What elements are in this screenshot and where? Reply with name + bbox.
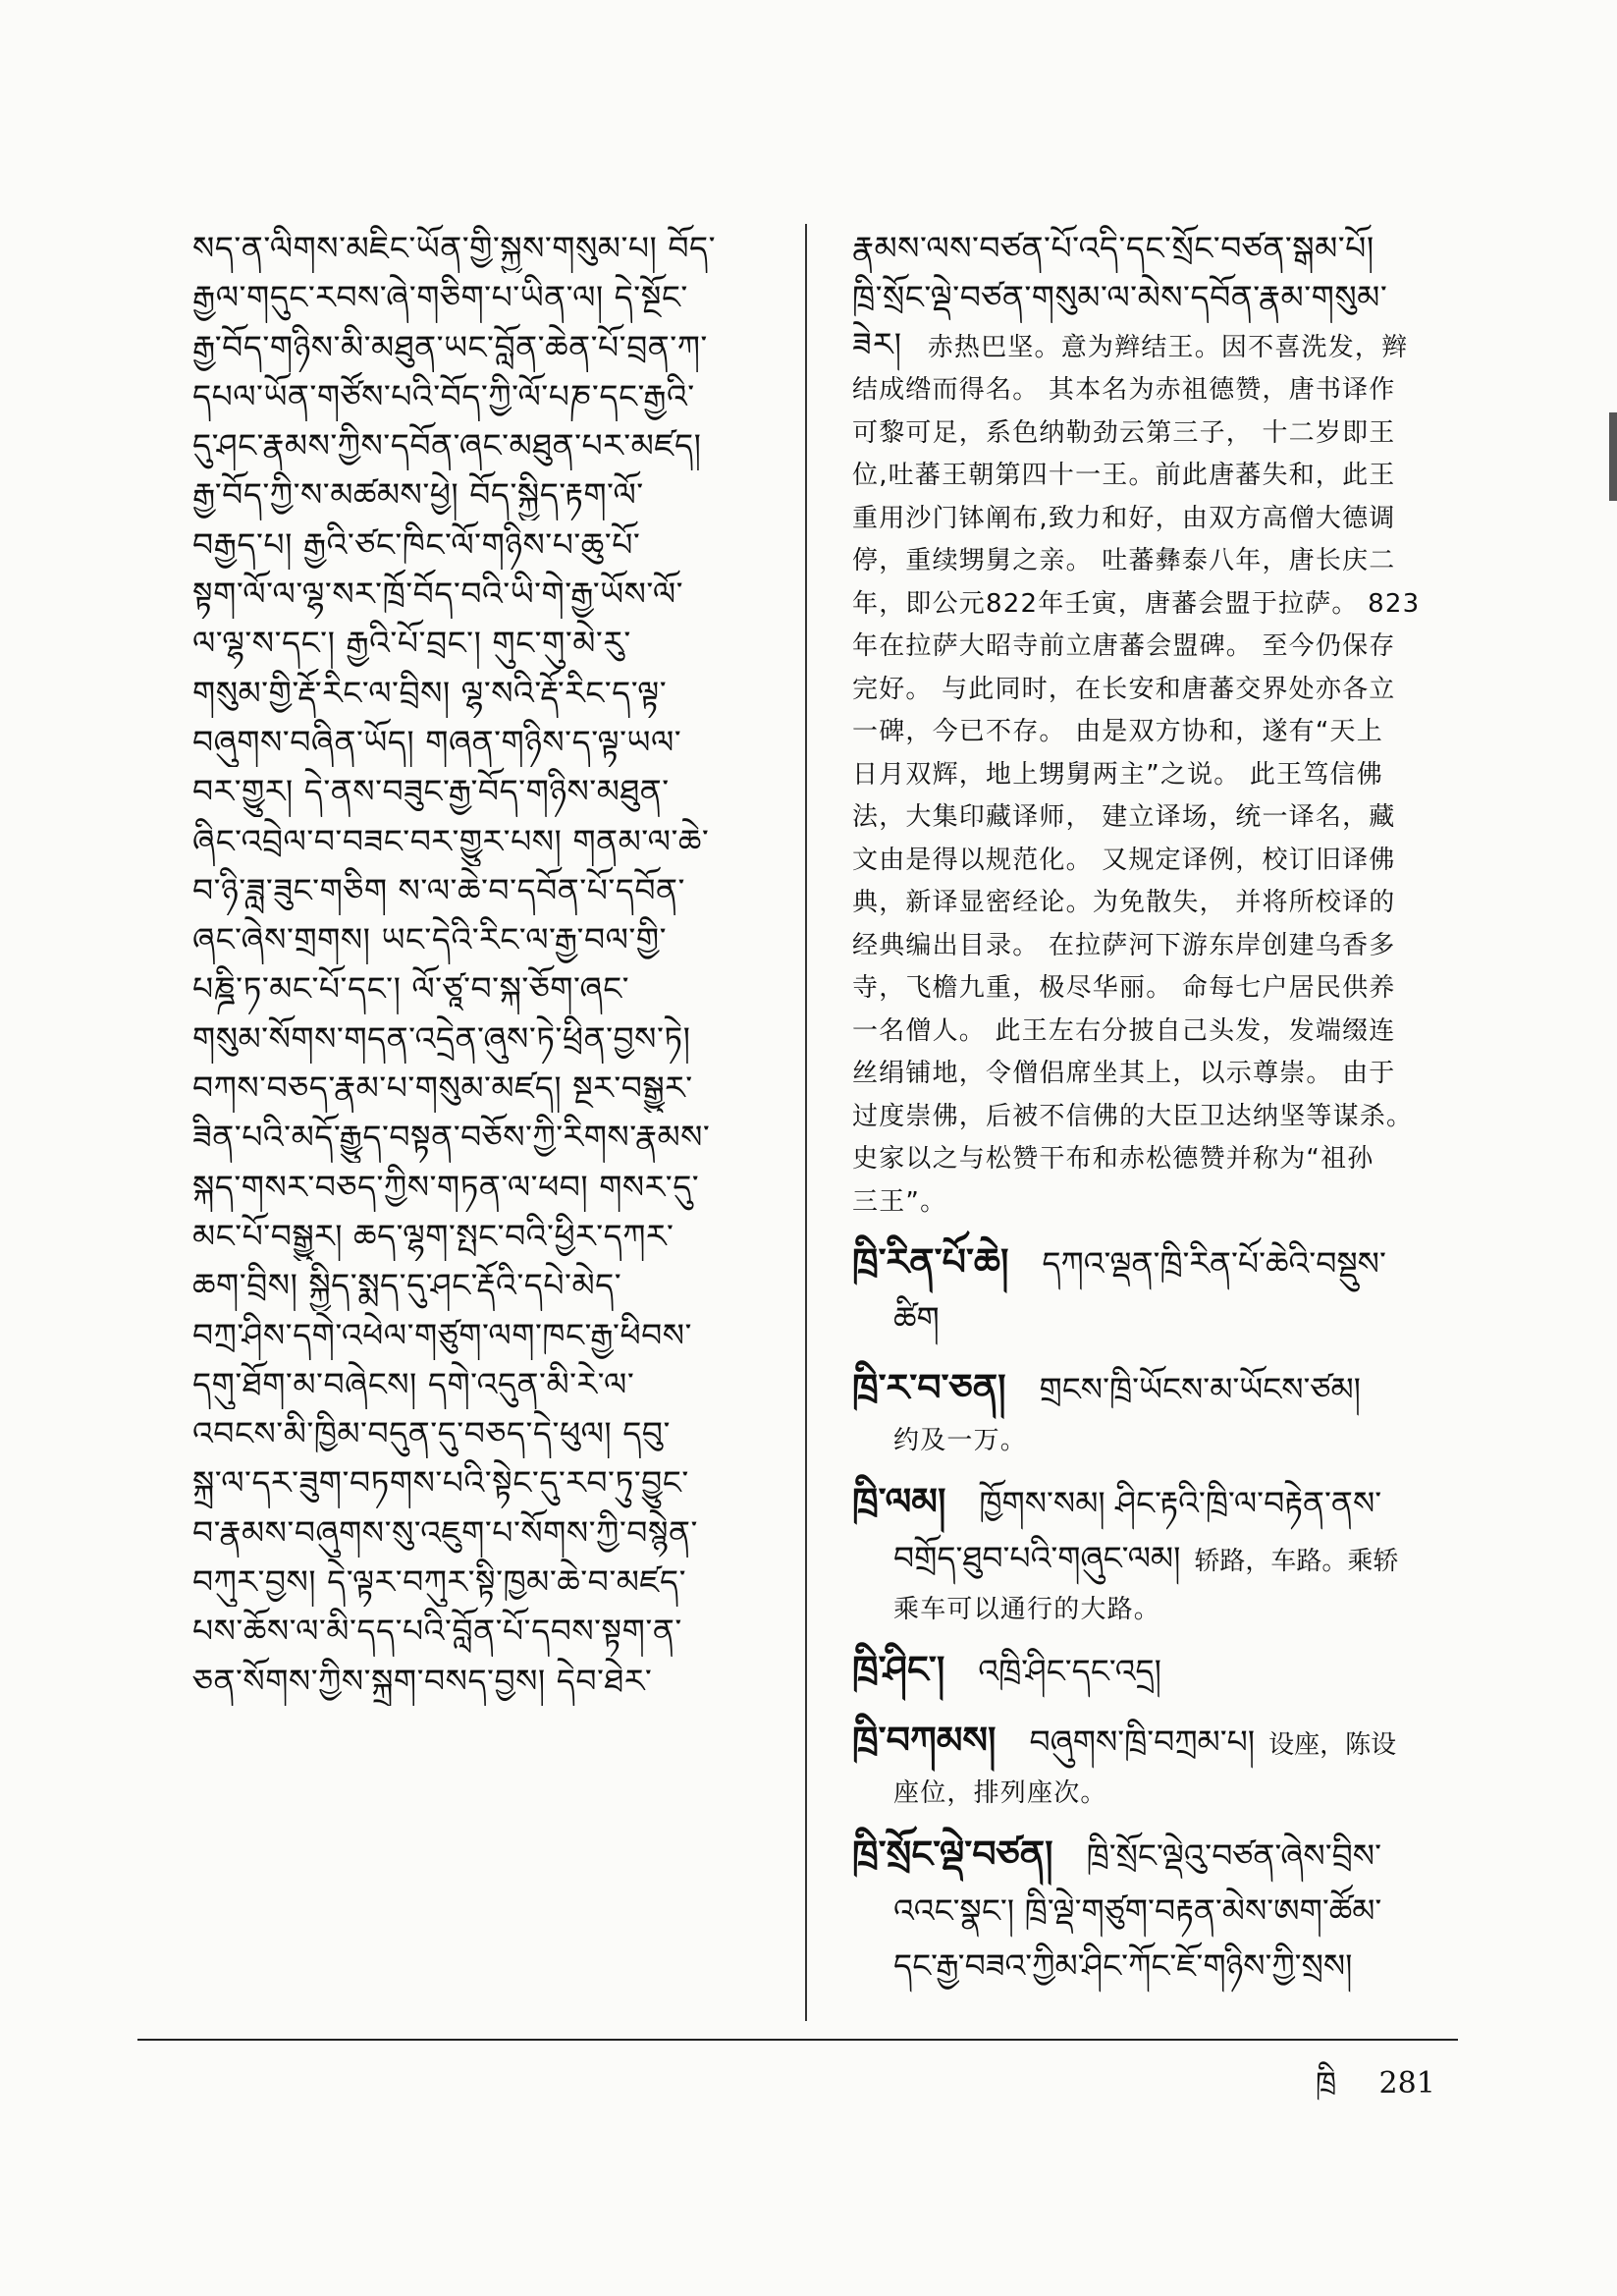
text-line: བ་རྣམས་བཞུགས་སུ་འཇུག་པ་སོགས་ཀྱི་བསྙེན་ [192, 1512, 698, 1552]
text-line: ཆག་བྲིས། སྐྱིད་སྨད་དུ་ཤང་རྡོའི་དཔེ་མེད་ [192, 1266, 622, 1305]
entry-line [852, 1645, 1461, 1702]
text-line: ཅན་སོགས་ཀྱིས་སྐྲག་བསད་བྱས། དེབ་ཐེར་ [192, 1661, 653, 1700]
headword: ཁྲི་སྲོང་ལྡེ་བཙན། [852, 1831, 1053, 1876]
headword: ཁྲི་ལམ། [852, 1479, 946, 1523]
dictionary-entry [852, 1363, 1461, 1463]
edge-mark [1609, 412, 1617, 501]
chinese-line: 重用沙门钵阐布,致力和好，由双方高僧大德调 [852, 503, 1396, 533]
entry-line [852, 1534, 1461, 1589]
page-footer [1316, 2050, 1435, 2133]
chinese-inline-line: ཟེར། 赤热巴坚。意为辫结王。因不喜洗发，辫 [852, 324, 1409, 363]
text-line: བར་གྱུར། དེ་ནས་བཟུང་རྒྱ་བོད་གཉིས་མཐུན་ [192, 772, 670, 811]
chinese-line: 史家以之与松赞干布和赤松德赞并称为“祖孙 [852, 1144, 1374, 1175]
chinese-line: 结成绺而得名。 其本名为赤祖德赞，唐书译作 [852, 375, 1396, 406]
definition-text: བཞུགས་ཁྲི་བཀྲམ་པ། [1029, 1722, 1256, 1762]
definition-text: ཁྱོགས་སམ། ཤིང་རྟའི་ཁྲི་ལ་བརྟེན་ནས་ [979, 1483, 1382, 1522]
chinese-line: 文由是得以规范化。 又规定译例，校订旧译佛 [852, 845, 1396, 875]
definition-text: དཀའ་ལྡན་ཁྲི་རིན་པོ་ཆེའི་བསྡུས་ [1042, 1244, 1386, 1284]
left-column [192, 224, 793, 1706]
headword: ཁྲི་རིན་པོ་ཆེ། [852, 1240, 1009, 1285]
chinese-line: 年，即公元822年壬寅，唐蕃会盟于拉萨。 823 [852, 588, 1421, 619]
text-line: བ་ཉི་ཟླ་ཟུང་གཅིག ས་ལ་ཆེ་བ་དབོན་པོ་དབོན་ [192, 870, 685, 909]
text-line: རྒྱལ་གདུང་རབས་ཞེ་གཅིག་པ་ཡིན་ལ། དེ་སྔོང་ [192, 278, 688, 317]
dictionary-entry [852, 1830, 1461, 1996]
chinese-line: 过度崇佛，后被不信佛的大臣卫达纳坚等谋杀。 [852, 1101, 1414, 1131]
chinese-gloss: 座位，排列座次。 [893, 1778, 1107, 1809]
text-line: བཀས་བཅད་རྣམ་པ་གསུམ་མཛད། སྔར་བསྒྱུར་ [192, 1068, 693, 1108]
headword: ཁྲི་ཤིང་། [852, 1648, 945, 1692]
chinese-line: 三王”。 [852, 1186, 947, 1217]
text-line: གསུམ་སོགས་གདན་འདྲེན་ཞུས་ཏེ་ཕྲིན་བྱས་ཏེ། [192, 1018, 691, 1058]
text-line: གསུམ་གྱི་རྡོ་རིང་ལ་བྲིས། ལྷ་སའི་རྡོ་རིང་ད་ལྟ་ [192, 673, 668, 712]
chinese-line: 年在拉萨大昭寺前立唐蕃会盟碑。 至今仍保存 [852, 631, 1396, 662]
chinese-line: 日月双辉，地上甥舅两主”之说。 此王笃信佛 [852, 759, 1383, 790]
chinese-line: 停，重续甥舅之亲。 吐蕃彝泰八年，唐长庆二 [852, 546, 1396, 576]
dictionary-entry [852, 1645, 1461, 1702]
text-line: དགུ་ཐོག་མ་བཞེངས། དགེ་འདུན་མི་རེ་ལ་ [192, 1364, 635, 1403]
text-line: སྐྲ་ལ་དར་ཟུག་བཏགས་པའི་སྟེང་དུ་རབ་ཏུ་བྱུང་ [192, 1463, 689, 1503]
definition-text: བགྲོད་ཐུབ་པའི་གཞུང་ལམ། [893, 1538, 1181, 1577]
definition-text: འའང་སྣང་། ཁྲི་ལྡེ་གཙུག་བརྟན་མེས་ཨག་ཚོམ་ [893, 1890, 1382, 1930]
entry-line [852, 1830, 1461, 1886]
definition-text: འཁྲི་ཤིང་དང་འདྲ། [978, 1652, 1161, 1691]
chinese-gloss: 轿路，车路。乘轿 [1194, 1546, 1399, 1576]
bottom-rule [137, 2039, 1458, 2041]
text-line: དུ་ཤང་རྣམས་ཀྱིས་དབོན་ཞང་མཐུན་པར་མཛད། [192, 426, 702, 465]
text-line: བཀྲ་ཤིས་དགེ་འཕེལ་གཙུག་ལག་ཁང་རྒྱ་ཕིབས་ [192, 1315, 692, 1354]
text-line: བཀུར་བྱས། དེ་ལྟར་བཀུར་སྟི་ཁྱམ་ཆེ་བ་མཛད་ [192, 1562, 687, 1602]
footer-letter: ཁྲི [1316, 2066, 1336, 2101]
chinese-line: 经典编出目录。 在拉萨河下游东岸创建乌香多 [852, 930, 1396, 960]
chinese-line: 一碑，今已不存。 由是双方协和，遂有“天上 [852, 717, 1383, 747]
chinese-line: 可黎可足，系色纳勒劲云第三子， 十二岁即王 [852, 417, 1396, 448]
chinese-line: 完好。 与此同时，在长安和唐蕃交界处亦各立 [852, 674, 1396, 704]
chinese-line: 寺，飞檐九重，极尽华丽。 命每七户居民供养 [852, 973, 1396, 1004]
chinese-explanation [852, 323, 1461, 1225]
entry-line [852, 1716, 1461, 1773]
text-line: ཁྲི་སྲོང་ལྡེ་བཙན་གསུམ་ལ་མེས་དབོན་རྣམ་གསུམ་ [852, 278, 1388, 317]
text-line: པཎྜི་ཏ་མང་པོ་དང་། ལོ་ཙཱ་བ་སྐ་ཅོག་ཞང་ [192, 969, 630, 1009]
text-line: ཞིང་འབྲེལ་བ་བཟང་བར་གྱུར་པས། གནམ་ལ་ཆེ་ [192, 821, 710, 860]
dictionary-entries [852, 1237, 1461, 1996]
text-line: རྣམས་ལས་བཙན་པོ་འདི་དང་སྲོང་བཙན་སྒམ་པོ། [852, 229, 1374, 267]
entry-line [852, 1477, 1461, 1534]
definition-text: དང་རྒྱ་བཟའ་ཀྱིམ་ཤིང་ཀོང་ཇོ་གཉིས་ཀྱི་སྲས། [893, 1945, 1353, 1985]
dictionary-entry [852, 1237, 1461, 1349]
entry-line [852, 1886, 1461, 1941]
chinese-line: 一名僧人。 此王左右分披自己头发，发端缀连 [852, 1015, 1396, 1046]
text-line: རྒྱ་བོད་གཉིས་མི་མཐུན་ཡང་བློན་ཆེན་པོ་བྲན་ཀ་ [192, 327, 708, 366]
chinese-line: 法，大集印藏译师， 建立译场，统一译名，藏 [852, 802, 1396, 833]
dictionary-entry [852, 1477, 1461, 1632]
chinese-line: 丝绢铺地，令僧侣席坐其上，以示尊崇。 由于 [852, 1059, 1396, 1089]
text-line: ཟིན་པའི་མདོ་རྒྱུད་བསྟན་བཅོས་ཀྱི་རིགས་རྣམས་ [192, 1118, 711, 1157]
text-line: བཞུགས་བཞིན་ཡོད། གཞན་གཉིས་ད་ལྟ་ཡལ་ [192, 722, 682, 761]
entry-line [852, 1363, 1461, 1420]
text-line: དཔལ་ཡོན་གཙོས་པའི་བོད་ཀྱི་ལོ་པཎ་དང་རྒྱའི་ [192, 376, 695, 415]
entry-line [852, 1941, 1461, 1996]
text-line: མང་པོ་བསྒྱུར། ཆད་ལྷག་སྤང་བའི་ཕྱིར་དཀར་ [192, 1216, 674, 1255]
headword: ཁྲི་ར་བ་ཅན། [852, 1366, 1006, 1410]
definition-text: ཚིག [893, 1299, 940, 1339]
text-line: སྐད་གསར་བཅད་ཀྱིས་གཏན་ལ་ཕབ། གསར་དུ་ [192, 1167, 700, 1206]
chinese-line: 典，新译显密经论。为免散失， 并将所校译的 [852, 888, 1396, 918]
chinese-line: 位,吐蕃王朝第四十一王。前此唐蕃失和，此王 [852, 461, 1396, 491]
text-line: པས་ཆོས་ལ་མི་དད་པའི་བློན་པོ་དབས་སྟག་ན་ [192, 1612, 682, 1651]
text-line: འབངས་མི་ཁྱིམ་བདུན་དུ་བཅད་དེ་ཕུལ། དབུ་ [192, 1414, 671, 1453]
chinese-gloss: 约及一万。 [893, 1426, 1028, 1456]
right-column [852, 224, 1461, 1996]
definition-text: གྲངས་ཁྲི་ཡོངས་མ་ཡོངས་ཙམ། [1039, 1370, 1361, 1409]
text-line: སད་ན་ལིགས་མཇིང་ཡོན་གྱི་སྐྱས་གསུམ་པ། བོད་ [192, 229, 717, 267]
entry-line [852, 1294, 1461, 1349]
text-line: ལ་ལྷ་ས་དང་། རྒྱའི་པོ་བྲང་། གུང་གུ་མེ་རུ་ [192, 624, 631, 663]
entry-line [852, 1237, 1461, 1294]
page-number: 281 [1378, 2066, 1435, 2101]
chinese-gloss: 乘车可以通行的大路。 [893, 1594, 1161, 1624]
chinese-gloss: 设座，陈设 [1268, 1730, 1397, 1761]
entry-continuation [852, 224, 1461, 323]
headword: ཁྲི་བཀམས། [852, 1719, 997, 1763]
column-divider [805, 224, 807, 2021]
dictionary-entry [852, 1716, 1461, 1816]
text-line: རྒྱ་བོད་ཀྱི་ས་མཚམས་ཕྱེ། བོད་སྐྱིད་རྟག་ལོ་ [192, 475, 644, 515]
text-line: ཞང་ཞེས་གྲགས། ཡང་དེའི་རིང་ལ་རྒྱ་བལ་གྱི་ [192, 920, 667, 959]
text-line: བརྒྱད་པ། རྒྱའི་ཙང་ཁིང་ལོ་གཉིས་པ་ཆུ་པོ་ [192, 524, 641, 564]
text-line: སྟག་ལོ་ལ་ལྷ་སར་ཁྲོ་བོད་བའི་ཡི་གེ་རྒྱ་ཡོས་ལོ་ [192, 574, 684, 614]
definition-text: ཁྲི་སྲོང་ལྡེའུ་བཙན་ཞེས་བྲིས་ [1086, 1835, 1381, 1875]
